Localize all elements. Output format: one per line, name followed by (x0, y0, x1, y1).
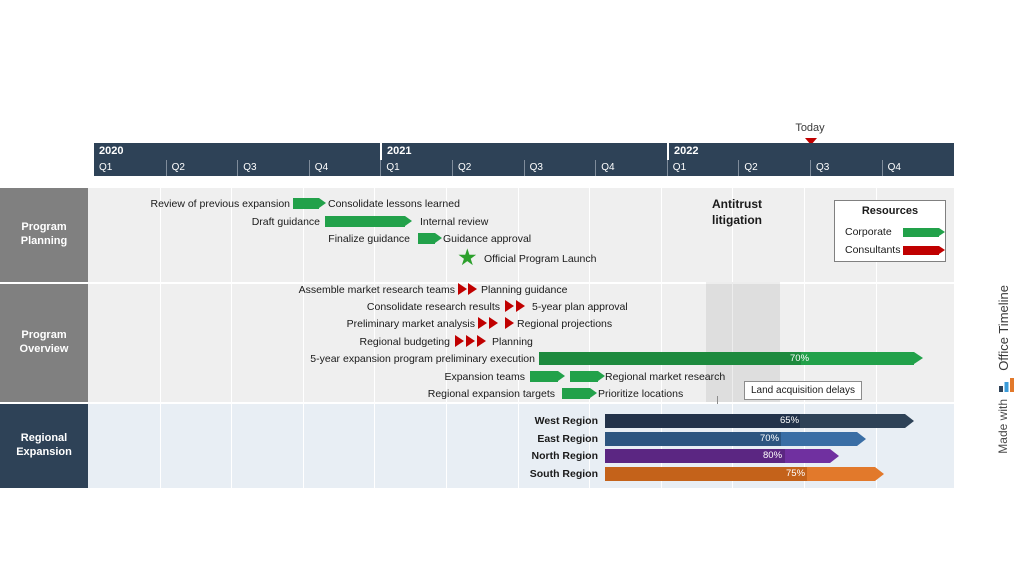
milestone-star-icon: ★ (457, 244, 478, 270)
task-chevron-preliminary-analysis-3[interactable] (505, 317, 514, 329)
year-cell-2021: 2021 (380, 143, 667, 160)
region-progress-south: 75% (786, 468, 806, 479)
task-label-consolidate-research-results: Consolidate research results (366, 301, 500, 313)
task-chevron-assemble-teams-2[interactable] (468, 283, 477, 295)
legend-label-corporate: Corporate (845, 226, 892, 238)
legend-panel (834, 200, 946, 262)
swimlane-title-line-2-regional: Expansion (16, 446, 72, 458)
region-progress-west: 65% (780, 415, 800, 426)
task-label-preliminary-market-analysis: Preliminary market analysis (346, 318, 475, 330)
quarter-cell-8: Q4 (595, 160, 667, 176)
task-bar-draft-guidance[interactable] (325, 216, 405, 227)
task-chevron-regional-budgeting-2[interactable] (466, 335, 475, 347)
callout-land-acquisition-delays[interactable]: Land acquisition delays (744, 381, 862, 400)
quarter-cell-5: Q1 (380, 160, 452, 176)
task-bar-5-year-expansion-progress (539, 352, 801, 365)
task-progress-5-year-expansion: 70% (790, 353, 810, 364)
region-bar-north-progress (605, 449, 785, 463)
legend-title: Resources (861, 205, 919, 217)
quarter-cell-12: Q4 (882, 160, 954, 176)
quarter-cell-9: Q1 (667, 160, 739, 176)
swimlane-title-line-1-regional: Regional (20, 432, 68, 445)
year-cell-2022: 2022 (667, 143, 954, 160)
task-label-prioritize-locations: Prioritize locations (598, 388, 684, 400)
task-label-5-year-plan-approval: 5-year plan approval (532, 301, 628, 313)
task-chevron-assemble-teams[interactable] (458, 283, 467, 295)
today-label: Today (795, 122, 825, 134)
antitrust-line-2: litigation (712, 212, 762, 227)
task-label-guidance-approval: Guidance approval (443, 233, 532, 245)
swimlane-title-line-2-overview: Overview (19, 343, 69, 355)
branding-product: Office Timeline (996, 285, 1011, 371)
annotation-antitrust-litigation (712, 197, 792, 228)
task-label-internal-review: Internal review (420, 216, 489, 228)
task-bar-regional-expansion-targets[interactable] (562, 388, 590, 399)
task-chevron-preliminary-analysis[interactable] (478, 317, 487, 329)
swimlane-title-regional-expansion (0, 404, 88, 488)
task-bar-regional-market-research[interactable] (570, 371, 598, 382)
task-label-review-previous-expansion: Review of previous expansion (150, 198, 290, 210)
task-label-planning-guidance: Planning guidance (481, 284, 568, 296)
task-bar-review-previous-expansion[interactable] (293, 198, 319, 209)
task-label-draft-guidance: Draft guidance (251, 216, 320, 228)
timeline-quarter-row (94, 160, 954, 176)
task-label-expansion-teams: Expansion teams (444, 371, 525, 383)
swimlane-title-line-2: Planning (20, 235, 68, 247)
office-timeline-logo-icon (998, 377, 1016, 393)
region-bar-east-progress (605, 432, 781, 446)
region-label-south: South Region (529, 468, 598, 480)
task-chevron-consolidate-results-2[interactable] (516, 300, 525, 312)
quarter-cell-1: Q1 (99, 162, 113, 173)
task-bar-finalize-guidance[interactable] (418, 233, 435, 244)
swimlane-title-line-1-overview: Program (21, 329, 67, 342)
swimlane-title-program-overview (0, 284, 88, 402)
antitrust-line-1: Antitrust (712, 197, 762, 211)
branding-block (996, 285, 1018, 453)
region-label-east: East Region (537, 433, 598, 445)
quarter-cell-10: Q2 (738, 160, 810, 176)
year-cell-2020: 2020 (94, 143, 380, 160)
region-label-west: West Region (534, 415, 598, 427)
quarter-cell-6: Q2 (452, 160, 524, 176)
swimlane-title-program-planning (0, 188, 88, 282)
task-label-assemble-market-research-teams: Assemble market research teams (298, 284, 455, 296)
legend-swatch-corporate (903, 228, 939, 237)
task-label-5-year-expansion-program: 5-year expansion program preliminary execution (310, 353, 535, 365)
task-chevron-regional-budgeting[interactable] (455, 335, 464, 347)
region-progress-east: 70% (760, 433, 780, 444)
task-label-finalize-guidance: Finalize guidance (328, 233, 410, 245)
task-chevron-preliminary-analysis-2[interactable] (489, 317, 498, 329)
legend-swatch-consultants (903, 246, 939, 255)
task-label-regional-expansion-targets: Regional expansion targets (427, 388, 555, 400)
task-chevron-regional-budgeting-3[interactable] (477, 335, 486, 347)
task-label-consolidate-lessons-learned: Consolidate lessons learned (328, 198, 460, 210)
quarter-cell-7: Q3 (524, 160, 596, 176)
task-label-regional-market-research: Regional market research (605, 371, 726, 383)
region-bar-west-progress (605, 414, 800, 428)
quarter-cell-3: Q3 (237, 160, 309, 176)
task-chevron-consolidate-results[interactable] (505, 300, 514, 312)
task-label-planning: Planning (492, 336, 533, 348)
task-label-regional-projections: Regional projections (517, 318, 613, 330)
task-bar-expansion-teams[interactable] (530, 371, 558, 382)
region-bar-south-progress (605, 467, 807, 481)
region-label-north: North Region (531, 450, 598, 462)
region-progress-north: 80% (763, 450, 783, 461)
legend-label-consultants: Consultants (845, 244, 901, 256)
quarter-cell-2: Q2 (166, 160, 238, 176)
task-label-regional-budgeting: Regional budgeting (359, 336, 450, 348)
quarter-cell-11: Q3 (810, 160, 882, 176)
branding-made-with: Made with (996, 398, 1010, 454)
timeline-year-row (94, 143, 954, 160)
task-label-official-program-launch: Official Program Launch (484, 253, 597, 265)
quarter-cell-4: Q4 (309, 160, 381, 176)
swimlane-title-line-1: Program (21, 221, 67, 234)
